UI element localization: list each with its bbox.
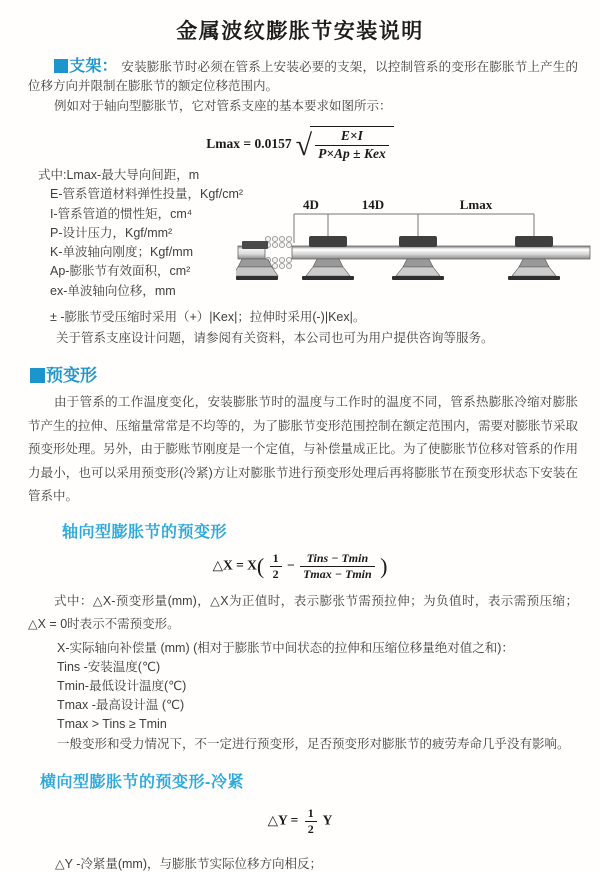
general-note-line: 一般变形和受力情况下，不一定进行预变形，足否预变形对膨胀节的疲劳寿命几乎没有影响。 (57, 737, 570, 752)
definitions-and-diagram (38, 166, 600, 306)
plus-minus-note: ± -膨胀节受压缩时采用（+）|Kex|；拉伸时采用(-)|Kex|。 (50, 310, 366, 324)
page-title: 金属波纹膨胀节安装说明 (176, 20, 424, 43)
predeform-section-heading (30, 361, 600, 386)
formula-lmax-fraction (315, 128, 389, 163)
definition-line: 式中:Lmax-最大导向间距，m (38, 168, 200, 182)
dimension-label-lmax: Lmax (459, 197, 493, 212)
predeform-heading-label: 预变形 (46, 366, 97, 385)
lateral-subsection-heading: 横向型膨胀节的预变形-冷紧 (40, 774, 244, 792)
one-half-fraction (305, 806, 317, 837)
definition-line: Ap-膨胀节有效面积，cm² (50, 264, 191, 279)
definition-line: E-管系管道材料弹性投量，Kgf/cm² (50, 187, 244, 202)
predeform-paragraph: 由于管系的工作温度变化，安装膨胀节时的温度与工作时的温度不同，管系热膨胀冷缩对膨胀节产生的拉伸、压缩量常常是不均等的，为了膨胀节变形范围控制在额定范围内，需要对膨胀节采取预变形处理。另外，由于膨账节刚度是一个定值，与补偿量成正比。为了使膨胀节位移对管系的作用力最小，也可以采用预变形(冷紧)方让对膨胀节进行预变形处理后再将膨胀节在预变形状态下安装在管系中。 (28, 395, 579, 503)
tmin-line: Tmin-最低设计温度(℃) (57, 678, 187, 693)
one-half-fraction (270, 551, 282, 582)
x-definition-line: X-实际轴向补偿量 (mm) (相对于膨胀节中间状态的拉伸和压缩位移量绝对值之和)： (57, 640, 514, 655)
support-intro-paragraph (28, 57, 578, 96)
fraction-denominator: P×Ap ± Kex (315, 145, 389, 163)
blue-square-bullet-icon (30, 368, 45, 383)
fraction-numerator: E×I (340, 127, 363, 143)
fraction-denominator: 2 (270, 566, 282, 582)
dimension-label-4d: 4D (303, 197, 319, 212)
anchor-support (236, 241, 278, 280)
temperature-fraction (300, 551, 375, 582)
support-design-note: 关于管系支座设计问题，请参阅有关资料，本公司也可为用户提供咨询等服务。 (56, 331, 494, 345)
pipe-support-diagram-svg (236, 196, 596, 300)
definition-line: I-管系管道的惯性矩，cm⁴ (50, 206, 193, 221)
delta-x-explanation: 式中：△X-预变形量(mm)，△X为正值时，表示膨张节需预拉伸；为负值时，表示需预压缩；△X = 0时表示不需预变形。 (28, 593, 578, 631)
fraction-denominator: Tmax − Tmin (300, 566, 375, 582)
definition-line: P-设计压力，Kgf/mm² (50, 225, 173, 240)
formula-delta-y (0, 806, 600, 837)
tins-line: Tins -安装温度(℃) (57, 659, 161, 674)
definition-line: ex-单波轴向位移，mm (50, 283, 176, 298)
pipe-support-diagram (236, 196, 596, 300)
support-heading-label: 支架： (69, 58, 118, 75)
fraction-numerator: 1 (307, 806, 314, 821)
formula-lmax-lhs: Lmax = 0.0157 (206, 136, 292, 151)
axial-subsection-heading: 轴向型膨胀节的预变形 (62, 523, 228, 541)
radical-sign: √ (295, 129, 313, 162)
formula-delta-x (0, 551, 600, 582)
formula-dy-lhs: △Y = (267, 812, 299, 828)
pipe (292, 246, 590, 259)
fraction-denominator: 2 (305, 821, 317, 837)
fraction-numerator: 1 (272, 550, 279, 565)
delta-y-definition-line: △Y -冷紧量(mm)，与膨胀节实际位移方向相反； (55, 857, 323, 872)
dimension-label-14d: 14D (361, 197, 385, 212)
pipe-highlight (293, 249, 589, 252)
formula-dy-rhs: Y (322, 812, 333, 828)
temperature-inequality-line: Tmax > Tins ≥ Tmin (57, 717, 167, 732)
minus-sign: − (287, 557, 295, 573)
support-intro-text: 安装膨胀节时必须在管系上安装必要的支架，以控制管系的变形在膨胀节上产生的位移方向并限制在膨胀节的额定位移范围内。 (28, 60, 578, 93)
formula-lmax (0, 125, 600, 163)
fraction-numerator: Tins − Tmin (306, 550, 369, 565)
close-paren: ) (380, 553, 388, 578)
formula-dx-lhs: △X = X (212, 557, 257, 573)
definition-line: K-单波轴向刚度；Kgf/mm (50, 245, 194, 260)
blue-square-bullet-icon (54, 59, 68, 73)
radical-body (310, 126, 394, 163)
tmax-line: Tmax -最高设计温 (℃) (57, 697, 185, 712)
example-line: 例如对于轴向型膨胀节，它对管系支座的基本要求如图所示： (54, 99, 392, 113)
open-paren: ( (256, 553, 265, 578)
support-section-heading (54, 58, 118, 75)
